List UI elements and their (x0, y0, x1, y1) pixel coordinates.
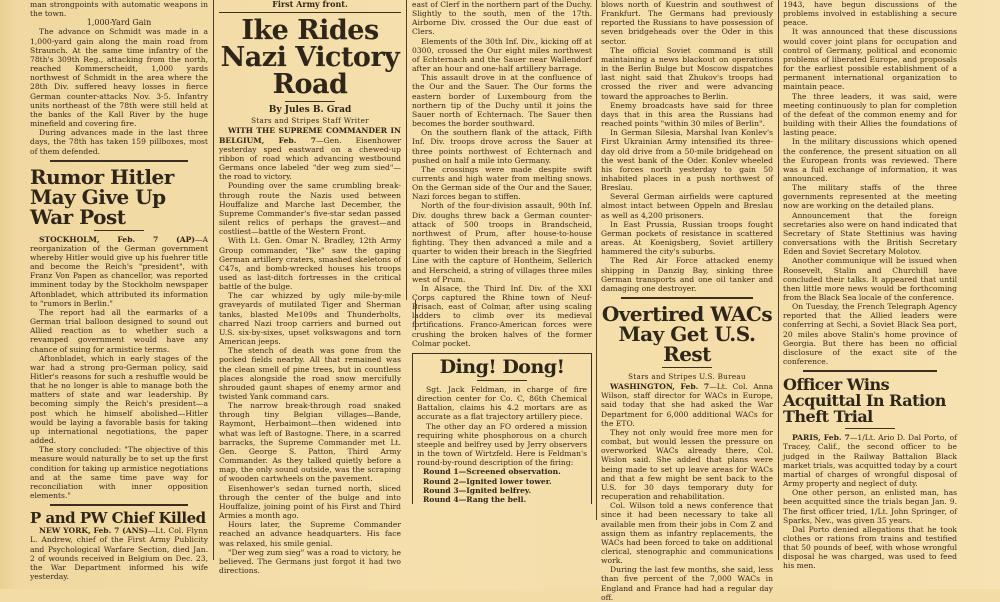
divider (662, 367, 712, 368)
headline: Ike Rides Nazi Victory Road (220, 15, 400, 101)
paragraph: —1/Lt. Ario D. Dal Porto, of Tracey, Calif., the second officer to be judged in the Railway Battalion Black market trials, was acquitted today by a court martial of charges of wrongful disposal of Army property and neglect of duty. (783, 433, 957, 489)
subhead: 1,000-Yard Gain (86, 18, 152, 28)
paragraph: In the military discussions which opened the conference, the present situation on all the European fronts was reviewed. There was a full exchange of information, it was announced. (783, 137, 957, 183)
paragraph: During the last few months, she said, less than five percent of the 7,000 WACs in England and France had had a regular day off. (601, 565, 773, 602)
page-edge (0, 0, 18, 589)
paragraph: —Gen. Eisenhower yesterday sped eastward on a chewed-up ribbon of road which advancing westbound Germans once labeled "der weg zum sied"—the road to victory. (219, 135, 401, 182)
continued-text: man strongpoints with automatic weapons in the town. (30, 0, 208, 19)
article-ding-dong (412, 353, 592, 504)
paragraph: The report had all the earmarks of a German trial balloon designed to sound out Allied reaction as to whether such a revamped government would have any chance of suing for armistice terms. (30, 307, 208, 354)
paragraph: Dal Porto denied allegations that he took clothes or rations from trains and testified that 50 pounds of beef, with whose wrongful disposal he was charged, was used to feed his men. (783, 524, 957, 571)
article-hitler (30, 164, 208, 501)
paragraph: Eisenhower's sedan turned north, sliced through the center of the bulge and into Houffalize, joining point of his First and Third Armies a month ago. (219, 483, 401, 521)
article-russia (601, 0, 773, 293)
paragraph: east of Clerf in the northern part of the Duchy. Slightly to the south, men of the 17th. Airborne Div. crossed the Our due east of Clers. (412, 0, 592, 37)
paragraph: During advances made in the last three days, the 78th has taken 159 pillboxes, most of them defended. (30, 128, 208, 156)
paragraph: Enemy broadcasts have said for three days that in this area the Russians had reached points "within 30 miles of Berlin". (601, 100, 773, 129)
paragraph: The advance on Schmidt was made in a 1,000-yard gain along the main road from Straunch. At the same time infantry of the 78th's 309th Reg., attacking from the north, reached Kommerscheidt, 1,000 yards northwest of Schmidt in the area where the 28th Div. suffered heavy losses in fierce German counter-attacks Nov. 3-5. Infantry units northeast of the 78th were still held at the banks of the Kall River by the huge minefield and covering fire. (30, 27, 208, 129)
paragraph: —Lt. Col. Anna Wilson, staff director for WACs in Europe, said today that she had asked the War Department for 6,000 additional WACs for the ETO. (601, 382, 773, 428)
paragraph: On the southern flank of the attack, Fifth Inf. Div. troops drove across the Sauer at three points northwest of Echternach and pushed on half a mile into Germany. (412, 128, 592, 165)
paragraph: North of the four-division assault, 90th Inf. Div. doughs threw back a German counter-attack of 500 troops in Brandscheid, northwest of Prum, after house-to-house fighting. They then advanced a mile and a quarter to widen their breach in the Siegfried Line with the capture of Hontheim, Sellerich and Herscheid, a string of villages three miles west of Prum. (412, 201, 592, 284)
list-item: Round 1—Screened observation. (423, 467, 561, 477)
divider (285, 101, 335, 102)
article-conference (783, 0, 957, 366)
paragraph: In German Silesia, Marshal Ivan Konlev's First Ukrainian Army intensified its three-day old drive from a 50-mile bridgehead on the west bank of the Oder. Konlev wheeled his forces north yesterday to gain 50 inhabited places in a push northwest of Breslau. (601, 128, 773, 193)
article-ike (219, 0, 401, 575)
credit: Stars and Stripes U.S. Bureau (628, 372, 746, 381)
paragraph: The military staffs of the three governments represented at the meeting now are working on the detailed plans. (783, 183, 957, 211)
article-officer (783, 377, 957, 570)
divider (803, 370, 937, 372)
paragraph: Another communique will be issued when Roosevelt, Stalin and Churchill have concluded their talks. It appeared that until then little more news would be forthcoming from the Black Sea locale of the conference. (783, 256, 957, 302)
paragraph: The story concluded: "The objective of this measure would naturally be to set up the first condition for taking up armistice negotiations and at the same time pave way for reconciliation with inner opposition elements." (30, 445, 208, 501)
dateline: WASHINGTON, Feb. 7 (610, 382, 710, 392)
paragraph: 1943, have begun discussions of the problems involved in establishing a secure peace. (783, 0, 957, 28)
paragraph: "Der weg zum sieg" was a road to victory, he believed. The Germans just forgot it had two directions. (219, 547, 401, 575)
paragraph: blows north of Kuestrin and southwest of Frankfurt. The Germans had previously reported the Russians to have possession of seven bridgeheads over the Oder in this sector. (601, 0, 773, 46)
paragraph: The official Soviet command is still maintaining a news blackout on operations in the Berlin Bulge but Moscow dispatches last night said that Zhukov's troops had crossed the river and were advancing toward the approaches to Berlin. (601, 45, 773, 101)
column-4 (601, 0, 773, 602)
article-front (412, 0, 592, 348)
paragraph: In East Prussia, Russian troops fought German pockets of resistance in scattered areas. At Koenigsberg, Soviet artillery hammered the city's suburbs. (601, 219, 773, 257)
paragraph: Pounding over the same crumbling break-through route the Nazis used between Houffalize and Marche last December, the Supreme Commander's five-star sedan passed silent relics of perhaps the gravest—and costliest—battle of the Western Front. (219, 181, 401, 237)
headline: Overtired WACs May Get U.S. Rest (601, 302, 773, 366)
dateline: WITH THE SUPREME COMMANDER IN BELGIUM, Feb. 7 (219, 126, 401, 145)
paragraph: The crossings were made despite swift currents and high water from melting snows. On the German side of the Our and the Sauer, Nazi forces began to stiffen. (412, 164, 592, 202)
dateline: NEW YORK, Feb. 7 (ANS) (39, 526, 148, 536)
paragraph: —Lt. Col. Flynn L. Andrew, chief of the First Army Publicity and Psychological Warfare Section, died Jan. 2 of wounds received in Belgium on Dec. 23, the War Department informed his wife yesterday. (30, 526, 208, 581)
paragraph: They not only would free more men for combat, but would lessen the pressure on overworked WACs already there, Col. Wislon said. She added that plans were being made to set up leave areas for WACs and that a few might be sent back to the U.S. for 30 days temporary duty for recuperation and rehabilitation. (601, 427, 773, 502)
paragraph: Elements of the 30th Inf. Div., kicking off at 0300, crossed the Our eight miles northwest of Echternach and the Sauer near Wallendorf after an hour and one-half artillery barrage. (412, 36, 592, 74)
column-5 (783, 0, 957, 571)
paragraph: —A reorganization of the German government whereby Hitler would give up his fuehrer title and become the Reich's "president", with Franz Von Papen as chancellor, was reported imminent today by the Stockholm newspaper Aftonbladet, which attributed its information to "rumors in Berlin." (30, 234, 208, 308)
divider (50, 160, 188, 162)
column-rule (596, 0, 597, 520)
paragraph: On Tuesday, the French Telegraph Agency reported that the Allied leaders were conferring at Sechi, a Soviet Black Sea port, 20 miles above Stalin's home province of Georgia. But there has been no official disclosure of the exact site of the conference. (783, 302, 957, 367)
column-rule (406, 0, 407, 300)
divider (219, 12, 401, 13)
divider (621, 297, 753, 299)
column-1 (30, 0, 208, 581)
list-item: Round 3—Ignited belfrey. (423, 485, 532, 495)
paragraph: Sgt. Jack Feldman, in charge of fire direction center for Co. C, 86th Chemical Battalion, claims his 4.2 mortars are as accurate as a flat trajectory artillery piece. (417, 384, 587, 422)
list-item: Round 4—Rang the bell. (423, 494, 527, 504)
paragraph: Announcement that the foreign secretaries also were on hand indicated that Secretary of State Stettinius was having conversations with the British Secretary Eden and Soviet Secretary Molotov. (783, 210, 957, 257)
dateline: STOCKHOLM, Feb. 7 (AP) (39, 234, 195, 244)
divider (477, 380, 527, 381)
paragraph: The other day an FO ordered a mission requiring white phosphorous on a church steeple and belfrey used by Jerry observers in the town of Wirtzfeld. Here is Feldman's round-by-round description of the firing: (417, 421, 587, 468)
column-rule (213, 0, 214, 560)
divider (94, 230, 144, 231)
paragraph: This assault drove in at the confluence of the Our and the Sauer. The Our forms the eastern border of Luxembourg from the northern tip of the Duchy until it joins the Sauer north of Echternach. The Sauer then becomes the border southward. (412, 73, 592, 129)
list-item: Round 2—Ignited lower tower. (423, 476, 552, 486)
headline: P and PW Chief Killed (30, 509, 206, 528)
headline: Ding! Dong! (439, 355, 565, 378)
column-rule (778, 0, 779, 560)
divider (50, 504, 188, 506)
paragraph: The narrow break-through road snaked through tiny Belgian villages—Bande, Raymont, Herbaimont—then widened into what was left of Bastogne. There, in a scarred barracks, the Supreme Commander met Lt. Gen. George S. Patton, Third Army Commander. As they talked quietly before a map, the only sound outside, was the scraping of wooden cartwheels on the pavement. (219, 401, 401, 484)
credit: Stars and Stripes Staff Writer (251, 116, 369, 126)
divider (845, 428, 895, 429)
paragraph: The stench of death was gone from the pocked fields nearby. All that remained was the clean smell of pine trees, but in countless places alongside the road snow mercifully shrouded gaunt shapes of enemy armor and twisted Yank command cars. (219, 346, 401, 401)
paragraph: The Red Air Force attacked enemy shipping in Danzig Bay, sinking three German transports and one oil tanker and damaging one destroyer. (601, 256, 773, 293)
byline: By Jules B. Grad (268, 105, 352, 116)
article-wacs (601, 304, 773, 602)
paragraph: One other person, an enlisted man, has been acquitted since the trials began Jan. 9. The first officer tried, 1/Lt. John Springer, of Sparks, Nev., was given 35 years. (783, 488, 957, 525)
paragraph: The car whizzed by ugly mile-by-mile graveyards of mutilated Tiger and Sherman tanks, blasted Me109s and Thunderbolts, charred Nazi troop carriers and burned out U.S. six-by-sixes, upset volkswagons and torn American jeeps. (219, 291, 401, 347)
headline: Rumor Hitler May Give Up War Post (30, 164, 174, 229)
paragraph: In Alsace, the Third Inf. Div. of the XXI Corps captured the Rhine town of Neuf-Brisach, east of Colmar, after using scaling ladders to climb over its medieval fortifications. Franco-American forces were crushing the broken halves of the former Colmar pocket. (412, 283, 592, 348)
kicker: First Army front. (272, 0, 348, 9)
paragraph: It was announced that these discussions would cover joint plans for occupation and control of Germany, political and economic problems of liberated Europe, and proposals for the earliest possible establishment of a permanent international organization to maintain peace. (783, 27, 957, 92)
paragraph: Col. Wilson told a news conference that since it had been necessary to take all available men from their jobs in Com Z and assign them as infantry replacements, the WACs had been forced to take on additional clerical, stenographic and communications work. (601, 501, 773, 566)
paragraph: Hours later, the Supreme Commander reached an advance headquarters. His face was relaxed, his smile genial. (219, 520, 401, 548)
dateline: PARIS, Feb. 7 (792, 433, 850, 443)
paragraph: Aftonbladet, which in early stages of the war had a strong pro-German policy, said Hitler's reasons for such a reshuffle would be that he no longer is able to manage both the matters of state and war leadership. By becoming simply the Reich's president—a post which he himself abolished—Hitler would be laying a favorable basis for taking up international negotiations, the paper added. (30, 353, 208, 446)
paragraph: With Lt. Gen. Omar N. Bradley, 12th Army Group commander, "Ike" saw the gaping German artillery craters, smashed skeletons of C47s, and bomb-wrecked houses his troops used as last-ditch fortresses in the critical battle of the bulge. (219, 236, 401, 292)
column-3 (412, 0, 592, 504)
headline: Officer Wins Acquittal In Ration Theft Trial (783, 375, 946, 427)
article-pw-chief (30, 511, 208, 581)
paragraph: Several German airfields were captured almost intact between Oppeln and Breslau as well as 4,200 prisoners. (601, 192, 773, 220)
paragraph: The three leaders, it was said, were meeting continuously to plan for completion of the defeat of the common enemy and for building with their Allies the foundations of lasting peace. (783, 91, 957, 138)
